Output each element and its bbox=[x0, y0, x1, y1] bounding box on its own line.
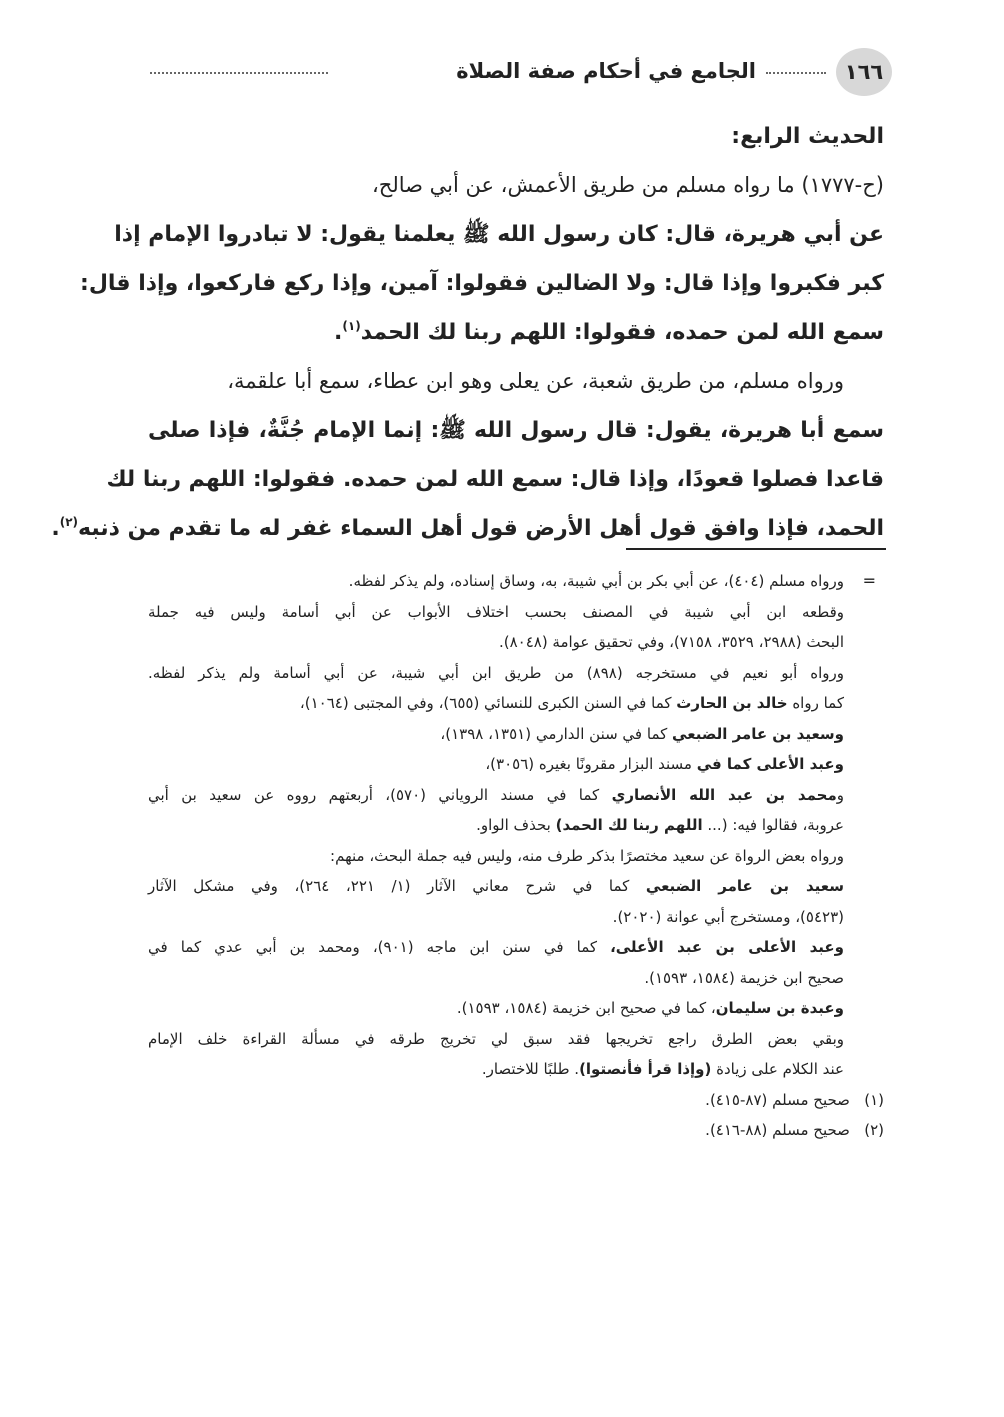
note-line: وعبد الأعلى بن عبد الأعلى، كما في سنن ابن ماجه (٩٠١)، ومحمد بن أبي عدي كما في bbox=[148, 938, 844, 956]
note-line: صحيح ابن خزيمة (١٥٨٤، ١٥٩٣). bbox=[644, 968, 844, 987]
hadith-text-line: كبر فكبروا وإذا قال: ولا الضالين فقولوا: آمين، وإذا ركع فاركعوا، وإذا قال: bbox=[80, 271, 884, 296]
note-line: وعبدة بن سليمان، كما في صحيح ابن خزيمة (١٥٨٤، ١٥٩٣). bbox=[456, 999, 844, 1017]
footnote-1: (١) صحيح مسلم (٨٧-٤١٥). bbox=[705, 1090, 884, 1109]
footnote-2: (٢) صحيح مسلم (٨٨-٤١٦). bbox=[705, 1121, 884, 1139]
footnote-ref: (١) bbox=[342, 319, 361, 333]
hadith-text-line bbox=[148, 308, 884, 357]
hadith-text-line bbox=[51, 504, 884, 553]
header-dots-left bbox=[150, 72, 328, 74]
continuation-mark: = bbox=[862, 571, 876, 590]
note-line: = ورواه مسلم (٤٠٤)، عن أبي بكر بن أبي شيبة، به، وساق إسناده، ولم يذكر لفظه. bbox=[148, 566, 884, 597]
page-number: ١٦٦ bbox=[836, 48, 892, 96]
note-line: ورواه أبو نعيم في مستخرجه (٨٩٨) من طريق ابن أبي شيبة، عن أبي أسامة ولم يذكر لفظه. bbox=[148, 663, 844, 682]
running-header bbox=[150, 48, 892, 96]
second-chain: ورواه مسلم، من طريق شعبة، عن يعلى وهو ابن عطاء، سمع أبا علقمة، bbox=[227, 369, 844, 393]
hadith-text-line: قاعدا فصلوا قعودًا، وإذا قال: سمع الله لمن حمده. فقولوا: اللهم ربنا لك bbox=[106, 467, 884, 492]
footnote-ref: (٢) bbox=[59, 515, 79, 529]
note-line: (٥٤٢٣)، ومستخرج أبي عوانة (٢٠٢٠). bbox=[612, 907, 844, 926]
footnotes-area bbox=[148, 566, 884, 1146]
note-line: ورواه بعض الرواة عن سعيد مختصرًا بذكر طرف منه، وليس فيه جملة البحث، منهم: bbox=[330, 846, 844, 865]
hadith-chain: (ح-١٧٧٧) ما رواه مسلم من طريق الأعمش، عن أبي صالح، bbox=[372, 173, 884, 197]
note-line: سعيد بن عامر الضبعي كما في شرح معاني الآثار (١/ ٢٢١، ٢٦٤)، وفي مشكل الآثار bbox=[148, 877, 845, 895]
main-text bbox=[51, 112, 884, 553]
hadith-text: سمع الله لمن حمده، فقولوا: اللهم ربنا لك الحمد bbox=[360, 320, 884, 345]
footnote-divider bbox=[626, 548, 886, 550]
note-line: كما رواه خالد بن الحارث كما في السنن الكبرى للنسائي (٦٥٥)، وفي المجتبى (١٠٦٤)، bbox=[299, 694, 844, 712]
book-title: الجامع في أحكام صفة الصلاة bbox=[456, 59, 756, 83]
hadith-text-line: عن أبي هريرة، قال: كان رسول الله ﷺ يعلمنا يقول: لا تبادروا الإمام إذا bbox=[114, 222, 884, 247]
note-line: عند الكلام على زيادة (وإذا قرأ فأنصتوا). طلبًا للاختصار. bbox=[481, 1060, 844, 1078]
sentence-end: . bbox=[51, 516, 60, 541]
note-line: البحث (٢٩٨٨، ٣٥٢٩، ٧١٥٨)، وفي تحقيق عوامة (٨٠٤٨). bbox=[498, 633, 844, 651]
section-heading: الحديث الرابع: bbox=[731, 124, 884, 149]
note-line: ومحمد بن عبد الله الأنصاري كما في مسند الروياني (٥٧٠)، أربعتهم رووه عن سعيد بن أبي bbox=[148, 785, 844, 804]
note-line: وقطعه ابن أبي شيبة في المصنف بحسب اختلاف الأبواب عن أبي أسامة وليس فيه جملة bbox=[148, 602, 844, 621]
hadith-text-line: سمع أبا هريرة، يقول: قال رسول الله ﷺ: إنما الإمام جُنَّةٌ، فإذا صلى bbox=[148, 418, 884, 443]
note-line: عروبة، فقالوا فيه: (... اللهم ربنا لك الحمد) بحذف الواو. bbox=[476, 816, 844, 834]
header-dots-right bbox=[766, 72, 826, 74]
hadith-text: الحمد، فإذا وافق قول أهل الأرض قول أهل السماء غفر له ما تقدم من ذنبه bbox=[78, 516, 884, 541]
note-line: وسعيد بن عامر الضبعي كما في سنن الدارمي (١٣٥١، ١٣٩٨)، bbox=[440, 724, 844, 743]
note-line: وبقي بعض الطرق راجع تخريجها فقد سبق لي تخريج طرقه في مسألة القراءة خلف الإمام bbox=[148, 1029, 844, 1048]
note-line: وعبد الأعلى كما في مسند البزار مقرونًا بغيره (٣٠٥٦)، bbox=[485, 755, 844, 773]
sentence-end: . bbox=[334, 320, 343, 345]
